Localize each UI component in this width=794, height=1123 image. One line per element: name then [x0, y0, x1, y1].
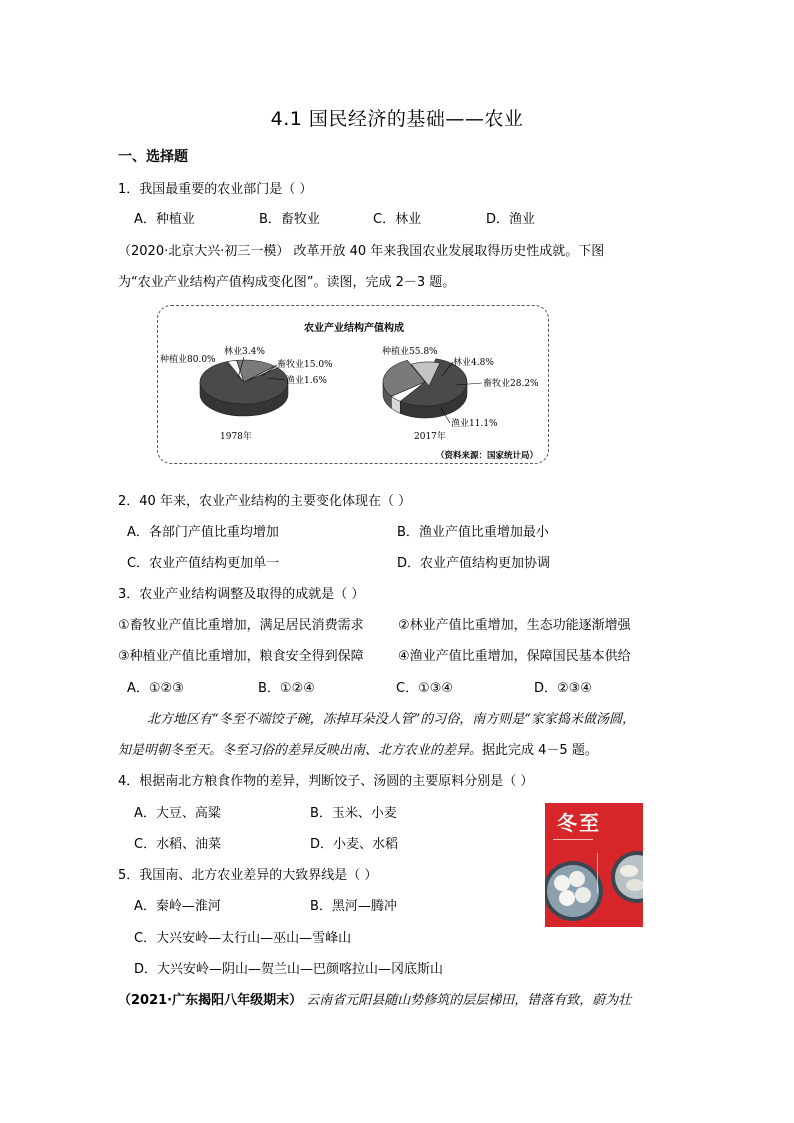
- poster-graphic: [545, 803, 643, 927]
- q4-option-b: B．玉米、小麦: [310, 806, 397, 821]
- q3-option-a: A．①②③: [127, 681, 184, 696]
- q3-option-c: C．①③④: [396, 681, 454, 696]
- pie-2017-label-forest: 林业4.8%: [453, 358, 494, 368]
- q1-option-c: C．林业: [373, 212, 422, 227]
- pie-1978-label-livestock: 畜牧业15.0%: [277, 360, 333, 370]
- pie-2017-label-fishery: 渔业11.1%: [451, 419, 498, 429]
- intro-2-line-1: （2020·北京大兴·初三一模） 改革开放 40 年来我国农业发展取得历史性成就。下图: [118, 244, 605, 259]
- section-heading: 一、选择题: [118, 149, 188, 165]
- question-2-stem: 2．40 年来，农业产业结构的主要变化体现在（ ）: [118, 494, 412, 509]
- pie-1978: [200, 360, 288, 416]
- q3-statement-3: ③种植业产值比重增加，粮食安全得到保障: [118, 649, 364, 664]
- intro-4-line-2: [118, 739, 598, 758]
- pie-2017-label-crop: 种植业55.8%: [382, 347, 438, 357]
- page-title: 4.1 国民经济的基础——农业: [270, 108, 524, 130]
- q4-option-c: C．水稻、油菜: [134, 837, 222, 852]
- q5-option-a: A．秦岭—淮河: [134, 899, 221, 914]
- q2-option-a: A．各部门产值比重均增加: [127, 525, 279, 540]
- intro-6-source: （2021·广东揭阳八年级期末）: [118, 993, 303, 1008]
- q5-option-b: B．黑河—腾冲: [310, 899, 397, 914]
- q4-option-d: D．小麦、水稻: [310, 837, 399, 852]
- poster-title: 冬至: [557, 811, 601, 835]
- question-4-stem: 4．根据南北方粮食作物的差异，判断饺子、汤圆的主要原料分别是（ ）: [118, 774, 534, 789]
- q1-option-d: D．渔业: [486, 212, 536, 227]
- q1-option-b: B．畜牧业: [259, 212, 320, 227]
- q3-option-d: D．②③④: [534, 681, 592, 696]
- pie-chart-svg: [158, 306, 550, 465]
- q2-option-b: B．渔业产值比重增加最小: [397, 525, 549, 540]
- intro-6-line-1: [118, 989, 631, 1008]
- question-1-stem: 1．我国最重要的农业部门是（ ）: [118, 182, 313, 197]
- q2-option-d: D．农业产值结构更加协调: [397, 556, 551, 571]
- q3-statement-4: ④渔业产值比重增加，保障国民基本供给: [398, 649, 631, 664]
- pie-2017-label-livestock: 畜牧业28.2%: [483, 379, 539, 389]
- q3-option-b: B．①②④: [258, 681, 315, 696]
- question-5-stem: 5．我国南、北方农业差异的大致界线是（ ）: [118, 868, 378, 883]
- pie-1978-label-crop: 种植业80.0%: [160, 355, 216, 365]
- q3-statement-1: ①畜牧业产值比重增加，满足居民消费需求: [118, 618, 364, 633]
- pie-1978-year: 1978年: [220, 432, 252, 442]
- q2-option-c: C．农业产值结构更加单一: [127, 556, 280, 571]
- q3-statement-2: ②林业产值比重增加，生态功能逐渐增强: [398, 618, 631, 633]
- pie-1978-label-forest: 林业3.4%: [224, 347, 265, 357]
- pie-2017-year: 2017年: [414, 432, 446, 442]
- question-3-stem: 3．农业产业结构调整及取得的成就是（ ）: [118, 587, 365, 602]
- q5-option-d: D．大兴安岭—阴山—贺兰山—巴颜喀拉山—冈底斯山: [134, 962, 444, 977]
- q1-option-a: A．种植业: [134, 212, 195, 227]
- chart-source: （资料来源：国家统计局）: [435, 451, 538, 461]
- intro-4-line-2-quote: 知是明朝冬至天。冬至习俗的差异反映出南、北方农业的差异。: [118, 743, 483, 758]
- pie-chart-figure: [157, 305, 549, 464]
- intro-4-line-1: 北方地区有“冬至不端饺子碗，冻掉耳朵没人管”的习俗，南方则是“家家捣米做汤圆，: [147, 712, 635, 727]
- intro-6-text: 云南省元阳县随山势修筑的层层梯田，错落有致，蔚为壮: [306, 993, 632, 1008]
- intro-4-line-2-instruction: 据此完成 4－5 题。: [482, 743, 598, 758]
- chart-title: 农业产业结构产值构成: [304, 323, 404, 334]
- q4-option-a: A．大豆、高粱: [134, 806, 221, 821]
- intro-2-line-2: 为“农业产业结构产值构成变化图”。读图，完成 2－3 题。: [118, 275, 456, 290]
- pie-1978-label-fishery: 渔业1.6%: [286, 376, 327, 386]
- winter-solstice-poster: [545, 803, 643, 927]
- q5-option-c: C．大兴安岭—太行山—巫山—雪峰山: [134, 931, 352, 946]
